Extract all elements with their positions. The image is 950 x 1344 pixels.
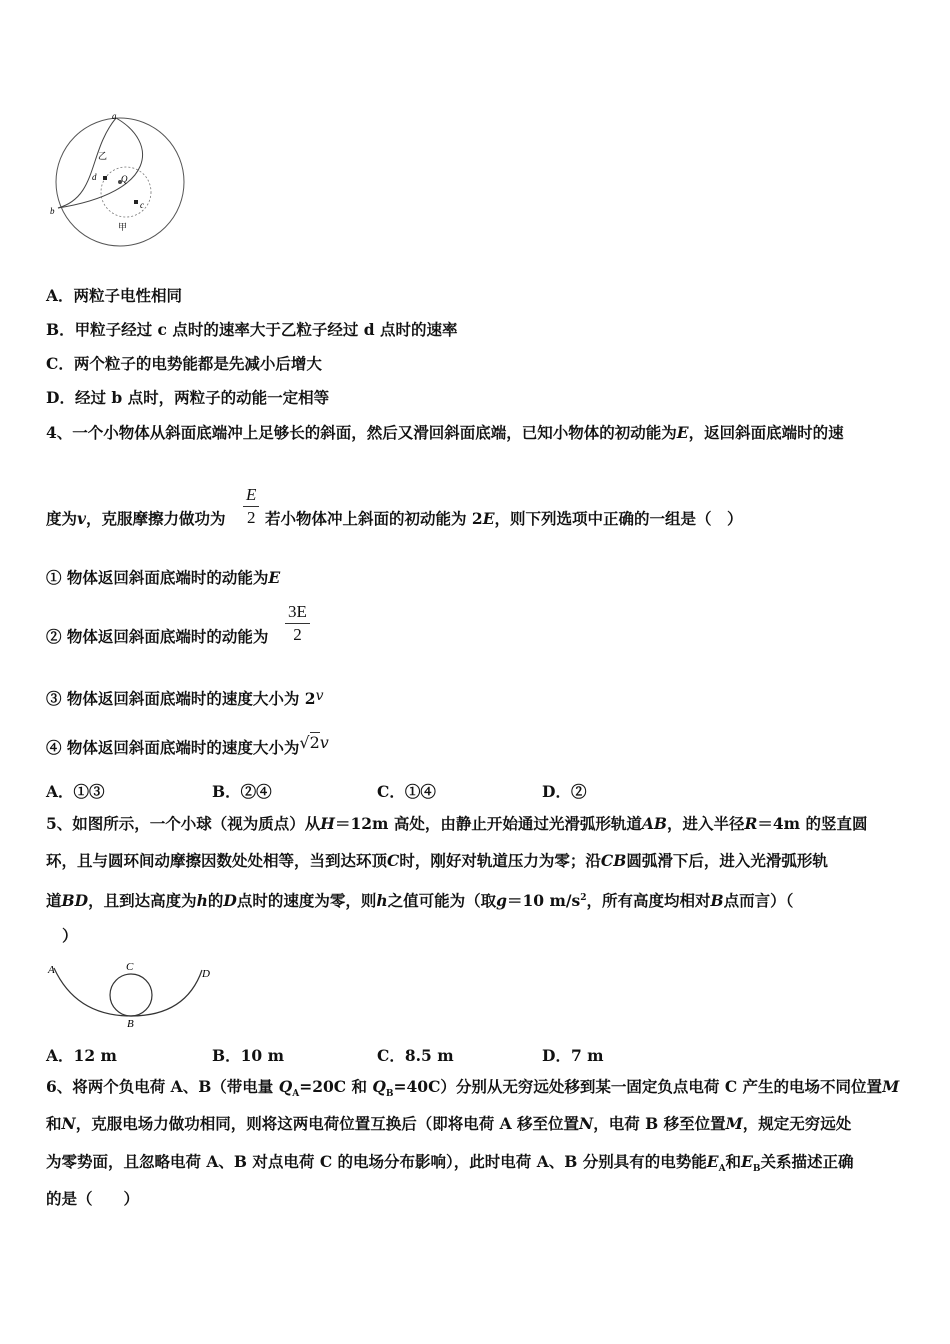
q6-stem-line3: 为零势面，且忽略电荷 A、B 对点电荷 C 的电场分布影响），此时电荷 A、B 分别具有的电势能$E_A$和$E_B$关系描述正确 xyxy=(46,1152,854,1175)
charge-trajectory-figure xyxy=(48,112,190,250)
track-point-b-label: B xyxy=(127,1018,134,1030)
q6-stem-line4: 的是（ ） xyxy=(46,1189,140,1208)
track-point-d-label: D xyxy=(202,968,210,980)
q4-statement-3: ③ 物体返回斜面底端时的速度大小为 2v xyxy=(46,688,324,708)
q4-stem-line1: 4、一个小物体从斜面底端冲上足够长的斜面，然后又滑回斜面底端，已知小物体的初动能为E，返回斜面底端时的速 xyxy=(46,423,844,442)
q6-stem-line2: 和N，克服电场力做功相同，则将这两电荷位置互换后（即将电荷 A 移至位置N，电荷 B 移至位置M，规定无穷远处 xyxy=(46,1114,852,1133)
q4-option-b[interactable]: B．②④ xyxy=(212,782,272,801)
q5-option-b[interactable]: B．10 m xyxy=(212,1046,284,1065)
q3-option-b[interactable]: B．甲粒子经过 c 点时的速率大于乙粒子经过 d 点时的速率 xyxy=(46,320,458,339)
q5-stem-line1: 5、如图所示，一个小球（视为质点）从H＝12m 高处，由静止开始通过光滑弧形轨道AB，进入半径R＝4m 的竖直圆 xyxy=(46,814,868,833)
q5-stem-line2: 环，且与圆环间动摩擦因数处处相等，当到达环顶C时，刚好对轨道压力为零；沿CB圆弧滑下后，进入光滑弧形轨 xyxy=(46,851,828,870)
q3-option-a[interactable]: A．两粒子电性相同 xyxy=(46,286,183,305)
point-d-label: d xyxy=(92,172,97,182)
q4-option-a[interactable]: A．①③ xyxy=(46,782,105,801)
q5-option-d[interactable]: D．7 m xyxy=(542,1046,604,1065)
point-a-label: a xyxy=(112,112,117,121)
particle-jia-label: 甲 xyxy=(118,222,128,232)
q4-stem-line2-start: 度为v，克服摩擦力做功为 xyxy=(46,509,226,528)
q4-statement-4: ④ 物体返回斜面底端时的速度大小为√2v xyxy=(46,733,329,757)
q4-option-c[interactable]: C．①④ xyxy=(377,782,436,801)
q5-option-a[interactable]: A．12 m xyxy=(46,1046,117,1065)
q5-option-c[interactable]: C．8.5 m xyxy=(377,1046,454,1065)
q4-statement-1: ① 物体返回斜面底端时的动能为E xyxy=(46,568,281,587)
q4-fraction-3e-over-2: $\frac{3E}{2}$ xyxy=(285,601,310,646)
q5-stem-line3: 道BD，且到达高度为h的D点时的速度为零，则h之值可能为（取g＝10 $m/s^2$，所有高度均相对B点而言）（ xyxy=(46,891,794,911)
track-point-c-label: C xyxy=(126,961,134,973)
charge-q-label: Q xyxy=(121,174,128,184)
q4-statement-2: ② 物体返回斜面底端时的动能为 xyxy=(46,627,269,646)
point-b-label: b xyxy=(50,206,55,216)
q3-option-d[interactable]: D．经过 b 点时，两粒子的动能一定相等 xyxy=(46,388,330,407)
q4-option-d[interactable]: D．② xyxy=(542,782,587,801)
q4-stem-line2-rest: 若小物体冲上斜面的初动能为 2E，则下列选项中正确的一组是（ ） xyxy=(265,509,743,528)
track-point-a-label: A xyxy=(48,964,55,976)
q4-fraction-e-over-2: $\frac{E}{2}$ xyxy=(243,484,259,529)
loop-track-figure xyxy=(46,958,216,1030)
point-c-label: c xyxy=(140,200,144,210)
q3-option-c[interactable]: C．两个粒子的电势能都是先减小后增大 xyxy=(46,354,322,373)
particle-yi-label: 乙 xyxy=(98,151,108,161)
q5-stem-line4: ） xyxy=(62,926,78,945)
q6-stem-line1: 6、将两个负电荷 A、B（带电量 $Q_A=20C$ 和 $Q_B=40C$）分别从无穷远处移到某一固定负点电荷 C 产生的电场不同位置M xyxy=(46,1077,900,1100)
